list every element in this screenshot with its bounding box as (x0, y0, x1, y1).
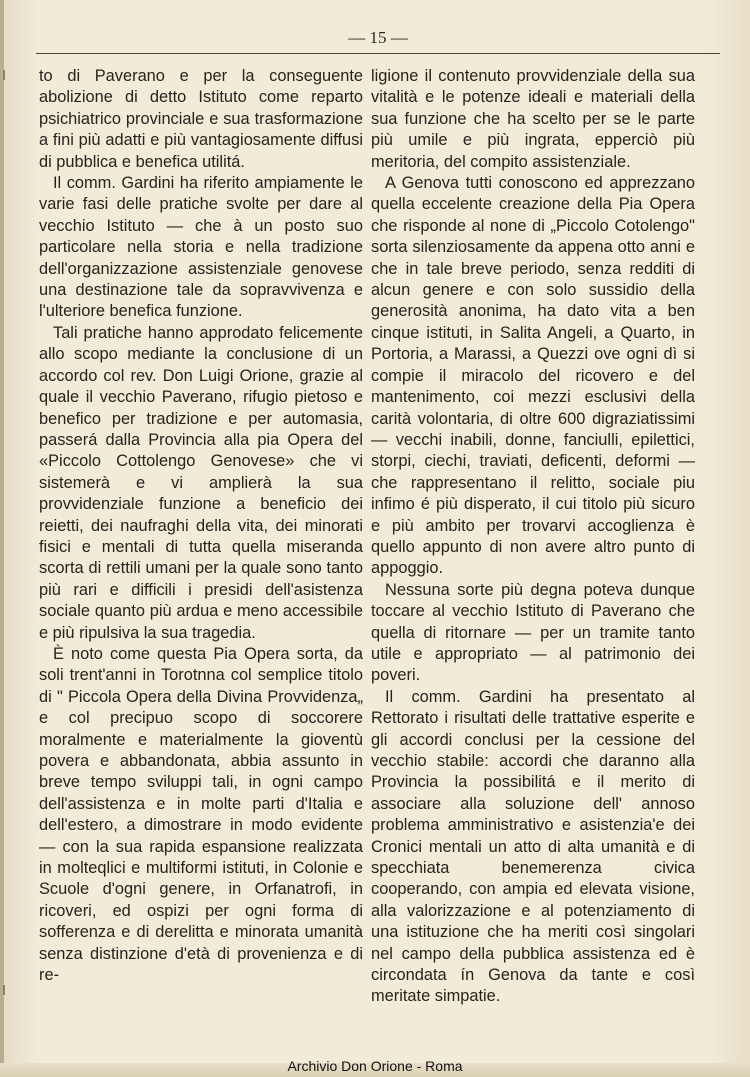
left-paragraph-2: Il comm. Gardini ha riferito ampiamente le varie fasi delle pratiche svolte per dare al vecchio Istituto — che à un posto suo particolare nella storia e nella tradizione dell'organizzazione assistenziale genovese una destinazione tale da sopravvivenza e l'ulteriore benefica funzione. (39, 174, 363, 321)
right-paragraph-2: A Genova tutti conoscono ed apprezzano quella eccelente creazione della Pia Opera che risponde al none di „Piccolo Cotolengo" sorta silenziosamente da appena otto anni e che in tale breve periodo, senza redditi di alcun genere e con solo sussidio della generosità anonima, ha dato vita a ben cinque istituti, in Salita Angeli, a Quarto, in Portoria, a Marassi, a Quezzi ove ogni dì si compie il miracolo del ricovero e del mantenimento, coi mezzi esclusivi della carità volontaria, di oltre 600 digraziatissimi — vecchi inabili, donne, fanciulli, epilettici, storpi, ciechi, traviati, deficenti, deformi — che rappresentano il relitto, sociale piu infimo é più disperato, il cui titolo più sicuro e più ambito per trovarvi accoglienza è quello appunto di non avere altro punto di appoggio. (371, 174, 695, 578)
right-column (371, 66, 695, 1008)
page-number: — 15 — (348, 28, 408, 47)
page-binding-edge (0, 0, 4, 1077)
right-paragraph-1: ligione il contenuto provvidenziale della sua vitalità e le potenze ideali e materiali della sua funzione che ha scelto per se le parte più umile e più ingrata, epperciò più meritoria, del compito assistenziale. (371, 67, 695, 171)
margin-mark (3, 985, 5, 995)
left-column (39, 66, 363, 986)
header-rule (36, 53, 720, 54)
right-paragraph-3: Nessuna sorte più degna poteva dunque toccare al vecchio Istituto di Paverano che quella di ritornare — per un tramite tanto utile e appropriato — al patrimonio dei poveri. (371, 580, 695, 685)
left-paragraph-1: to di Paverano e per la conseguente abolizione di detto Istituto come reparto psichiatrico provinciale e sua trasformazione a fini più adatti e più vantagiosamente diffusi di pubblica e benefica utilitá. (39, 67, 363, 171)
left-paragraph-4: È noto come questa Pia Opera sorta, da soli trent'anni in Torotnna col semplice titolo di " Piccola Opera della Divina Provvidenza„ e col precipuo scopo di soccorere moralmente e materialmente la gioventù povera e abbandonata, abbia assunto in breve tempo sviluppi tali, in ogni campo dell'assistenza e in molte parti d'Italia e dell'estero, a dimostrare in modo evidente — con la sua rapida espansione realizzata in molteqlici e multiformi istituti, in Colonie e Scuole d'ogni genere, in Orfanatrofi, in ricoveri, ed ospizi per ogni forma di sofferenza e di derelitta e minorata umanità senza distinzione d'età di provenienza e di re- (39, 644, 363, 985)
margin-mark (3, 70, 5, 80)
right-paragraph-4: Il comm. Gardini ha presentato al Rettorato i risultati delle trattative esperite e gli accordi conclusi per la cessione del vecchio stabile: accordi che daranno alla Provincia la possibilitá e il merito di associare alla soluzione dell' annoso problema amministrativo e asistenzia'e dei Cronici mentali un atto di alta umanità e di specchiata benemerenza civica cooperando, con ampia ed elevata visione, alla valorizzazione e al potenziamento di una istituzione che ha meriti così singolari nel campo della pubblica assistenza ed è circondata ín Genova da tante e così meritate simpatie. (371, 687, 695, 1006)
left-paragraph-3: Tali pratiche hanno approdato felicemente allo scopo mediante la conclusione di un accordo col rev. Don Luigi Orione, grazie al quale il vecchio Paverano, rifugio pietoso e benefico per tradizione e per automasia, passerá dalla Provincia alla pia Opera del «Piccolo Cottolengo Genovese» che vi sistemerà e vi amplierà la sua provvidenziale funzione a beneficio dei reietti, dei naufraghi della vita, dei minorati fisici e mentali di tutta quella miseranda scorta di rettili umani per la quale sono tanto più rari e difficili i presidi dell'asistenza sociale quanto più ardua e meno accessibile e più ripulsiva la sua tragedia. (39, 323, 363, 642)
archive-footer: Archivio Don Orione - Roma (287, 1058, 463, 1074)
